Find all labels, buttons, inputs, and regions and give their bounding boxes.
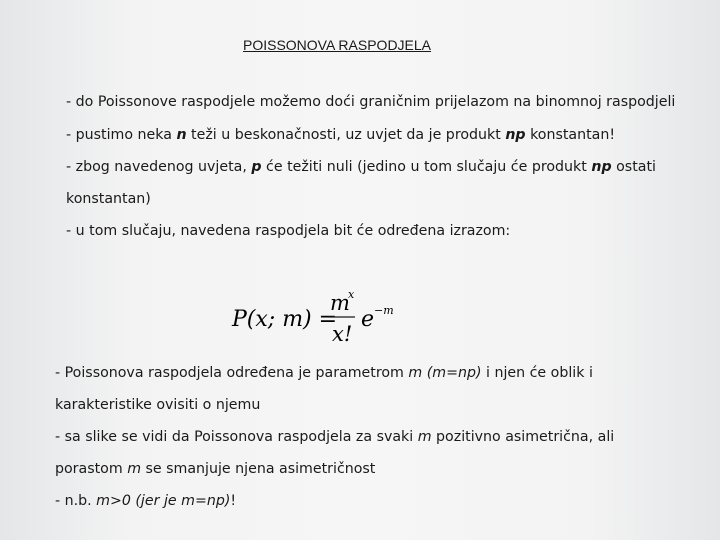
bullet-text: - sa slike se vidi da Poissonova raspodjela za svaki (55, 429, 418, 445)
bullet-binomial-limit (66, 93, 675, 111)
note-condition: m>0 (jer je m=np) (96, 493, 231, 509)
bullet-text: karakteristike ovisiti o njemu (55, 397, 261, 413)
bullet-parameter-m (55, 364, 593, 382)
bullet-text: će težiti nuli (jedino u tom slučaju će produkt (261, 159, 592, 175)
variable-m: m (417, 429, 432, 445)
bullet-text: ostati (611, 159, 656, 175)
bullet-text: - pustimo neka (66, 127, 177, 143)
bullet-note (55, 492, 236, 510)
parameter-m: m (m=np) (408, 365, 482, 381)
bullet-text: teži u beskonačnosti, uz uvjet da je produkt (186, 127, 506, 143)
bullet-n-infinity (66, 126, 615, 144)
variable-n: n (176, 127, 187, 143)
variable-p: p (251, 159, 262, 175)
bullet-text: - do Poissonove raspodjele možemo doći graničnim prijelazom na binomnoj raspodjeli (66, 94, 676, 110)
bullet-text: ! (230, 493, 237, 509)
variable-np: np (591, 159, 612, 175)
bullet-text: - n.b. (55, 493, 97, 509)
formula-lhs: P(x; m) = (232, 307, 338, 332)
bullet-p-to-zero-continued (66, 190, 151, 208)
formula-numerator-exponent: x (348, 288, 355, 301)
formula-svg (228, 286, 408, 348)
bullet-asymmetry (55, 428, 614, 446)
bullet-expression-intro (66, 222, 510, 240)
bullet-text: - u tom slučaju, navedena raspodjela bit će određena izrazom: (66, 223, 511, 239)
bullet-text: - zbog navedenog uvjeta, (66, 159, 252, 175)
bullet-asymmetry-continued (55, 460, 375, 478)
bullet-text: se smanjuje njena asimetričnost (141, 461, 376, 477)
bullet-text: konstantan) (66, 191, 151, 207)
bullet-text: porastom (55, 461, 128, 477)
page-title: POISSONOVA RASPODJELA (243, 37, 432, 53)
formula-e-exponent: −m (374, 304, 394, 317)
bullet-text: i njen će oblik i (481, 365, 593, 381)
poisson-formula (228, 286, 408, 348)
bullet-parameter-m-continued (55, 396, 260, 414)
bullet-text: - Poissonova raspodjela određena je parametrom (55, 365, 409, 381)
formula-numerator-base: m (330, 291, 350, 315)
bullet-text: konstantan! (525, 127, 616, 143)
variable-m: m (127, 461, 142, 477)
variable-np: np (505, 127, 526, 143)
bullet-p-to-zero (66, 158, 656, 176)
bullet-text: pozitivno asimetrična, ali (431, 429, 615, 445)
formula-e: e (361, 307, 375, 332)
formula-denominator: x! (332, 322, 353, 346)
